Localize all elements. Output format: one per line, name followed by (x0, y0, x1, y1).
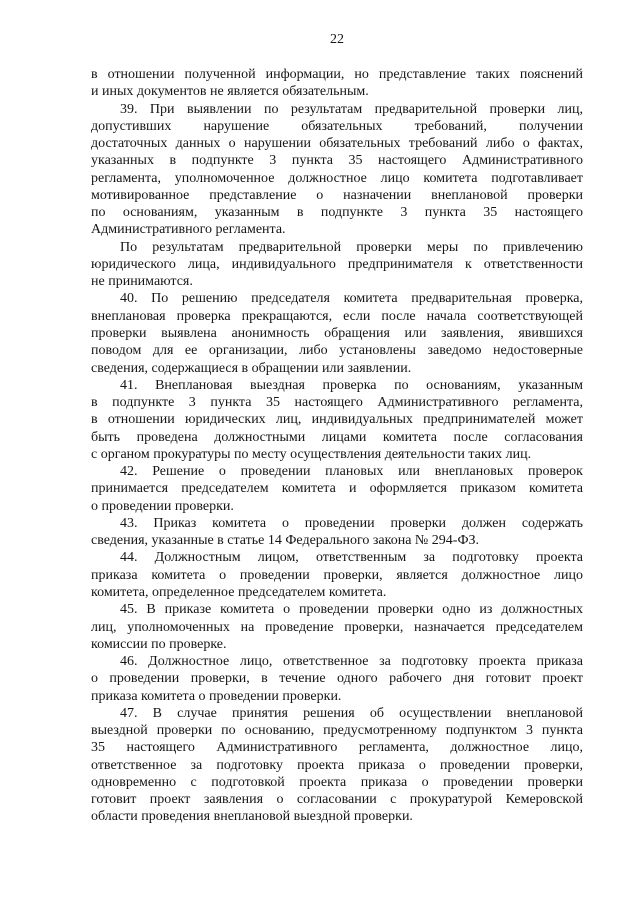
text-line: внеплановая проверка прекращаются, если после начала соответствующей (91, 308, 583, 324)
document-body (91, 66, 583, 826)
text-line: приказа комитета о проведении проверки. (91, 688, 342, 704)
text-line: 39. При выявлении по результатам предварительной проверки лиц, (120, 101, 583, 117)
paragraph-47 (91, 705, 583, 826)
text-line: 47. В случае принятия решения об осуществлении внеплановой (120, 705, 583, 721)
text-line: 43. Приказ комитета о проведении проверки должен содержать (120, 515, 583, 531)
text-line: о проведении проверки, в течение одного рабочего дня готовит проект (91, 671, 583, 687)
text-line: о проведении проверки. (91, 498, 234, 514)
text-line: с органом прокуратуры по месту осуществления деятельности таких лиц. (91, 446, 532, 462)
page-number: 22 (330, 32, 344, 47)
paragraph-43 (91, 515, 583, 550)
text-line: указанных в подпункте 3 пункта 35 настоящего Административного (91, 153, 583, 169)
text-line: комиссии по проверке. (91, 636, 227, 652)
text-line: юридического лица, индивидуального предпринимателя к ответственности (91, 256, 583, 272)
paragraph-41 (91, 377, 583, 463)
text-line: по основаниям, указанным в подпункте 3 пункта 35 настоящего (91, 205, 583, 221)
text-line: области проведения внеплановой выездной проверки. (91, 809, 413, 825)
text-line: в отношении полученной информации, но представление таких пояснений (91, 67, 583, 82)
text-line: мотивированное представление о назначении внеплановой проверки (91, 187, 583, 203)
text-line: Административного регламента. (91, 222, 286, 238)
text-line: 41. Внеплановая выездная проверка по основаниям, указанным (120, 377, 583, 393)
text-line: сведения, содержащиеся в обращении или заявлении. (91, 360, 412, 376)
text-line: проверки выявлена анонимность обращения или заявления, явившихся (91, 325, 583, 341)
text-line: приказа комитета о проведении проверки, является должностное лицо (91, 567, 583, 583)
text-line: 44. Должностным лицом, ответственным за подготовку проекта (120, 550, 583, 566)
text-line: 46. Должностное лицо, ответственное за подготовку проекта приказа (120, 654, 583, 670)
paragraph-continuation (91, 66, 583, 101)
paragraph-39-note (91, 239, 583, 291)
text-line: в подпункте 3 пункта 35 настоящего Административного регламента, (91, 395, 583, 411)
paragraph-46 (91, 653, 583, 705)
paragraph-44 (91, 549, 583, 601)
text-line: 42. Решение о проведении плановых или внеплановых проверок (120, 464, 583, 480)
text-line: поводом для ее организации, либо установлены заведомо недостоверные (91, 343, 583, 359)
text-line: быть проведена должностными лицами комитета после согласования (91, 429, 583, 445)
text-line: 40. По решению председателя комитета предварительная проверка, (120, 291, 583, 307)
text-line: сведения, указанные в статье 14 Федерального закона № 294-ФЗ. (91, 533, 480, 549)
text-line: По результатам предварительной проверки меры по привлечению (120, 239, 583, 255)
text-line: не принимаются. (91, 274, 193, 290)
paragraph-45 (91, 601, 583, 653)
text-line: готовит проект заявления о согласовании с прокуратурой Кемеровской (91, 792, 583, 808)
text-line: одновременно с подготовкой проекта приказа о проведении проверки (91, 774, 583, 790)
text-line: комитета, определенное председателем комитета. (91, 584, 387, 600)
text-line: допустивших нарушение обязательных требований, получении (91, 118, 583, 134)
text-line: лиц, уполномоченных на проведение проверки, назначается председателем (91, 619, 583, 635)
text-line: регламента, уполномоченное должностное лицо комитета подготавливает (91, 170, 583, 186)
text-line: 35 настоящего Административного регламента, должностное лицо, (91, 740, 583, 756)
text-line: и иных документов не является обязательным. (91, 84, 369, 100)
text-line: выездной проверки по основанию, предусмотренному подпунктом 3 пункта (91, 723, 583, 739)
paragraph-42 (91, 463, 583, 515)
paragraph-40 (91, 290, 583, 376)
paragraph-39 (91, 101, 583, 239)
text-line: достаточных данных о нарушении обязательных требований либо о фактах, (91, 136, 583, 152)
text-line: ответственное за подготовку проекта приказа о проведении проверки, (91, 757, 583, 773)
text-line: принимается председателем комитета и оформляется приказом комитета (91, 481, 583, 497)
text-line: в отношении юридических лиц, индивидуальных предпринимателей может (91, 412, 583, 428)
text-line: 45. В приказе комитета о проведении проверки одно из должностных (120, 602, 583, 618)
